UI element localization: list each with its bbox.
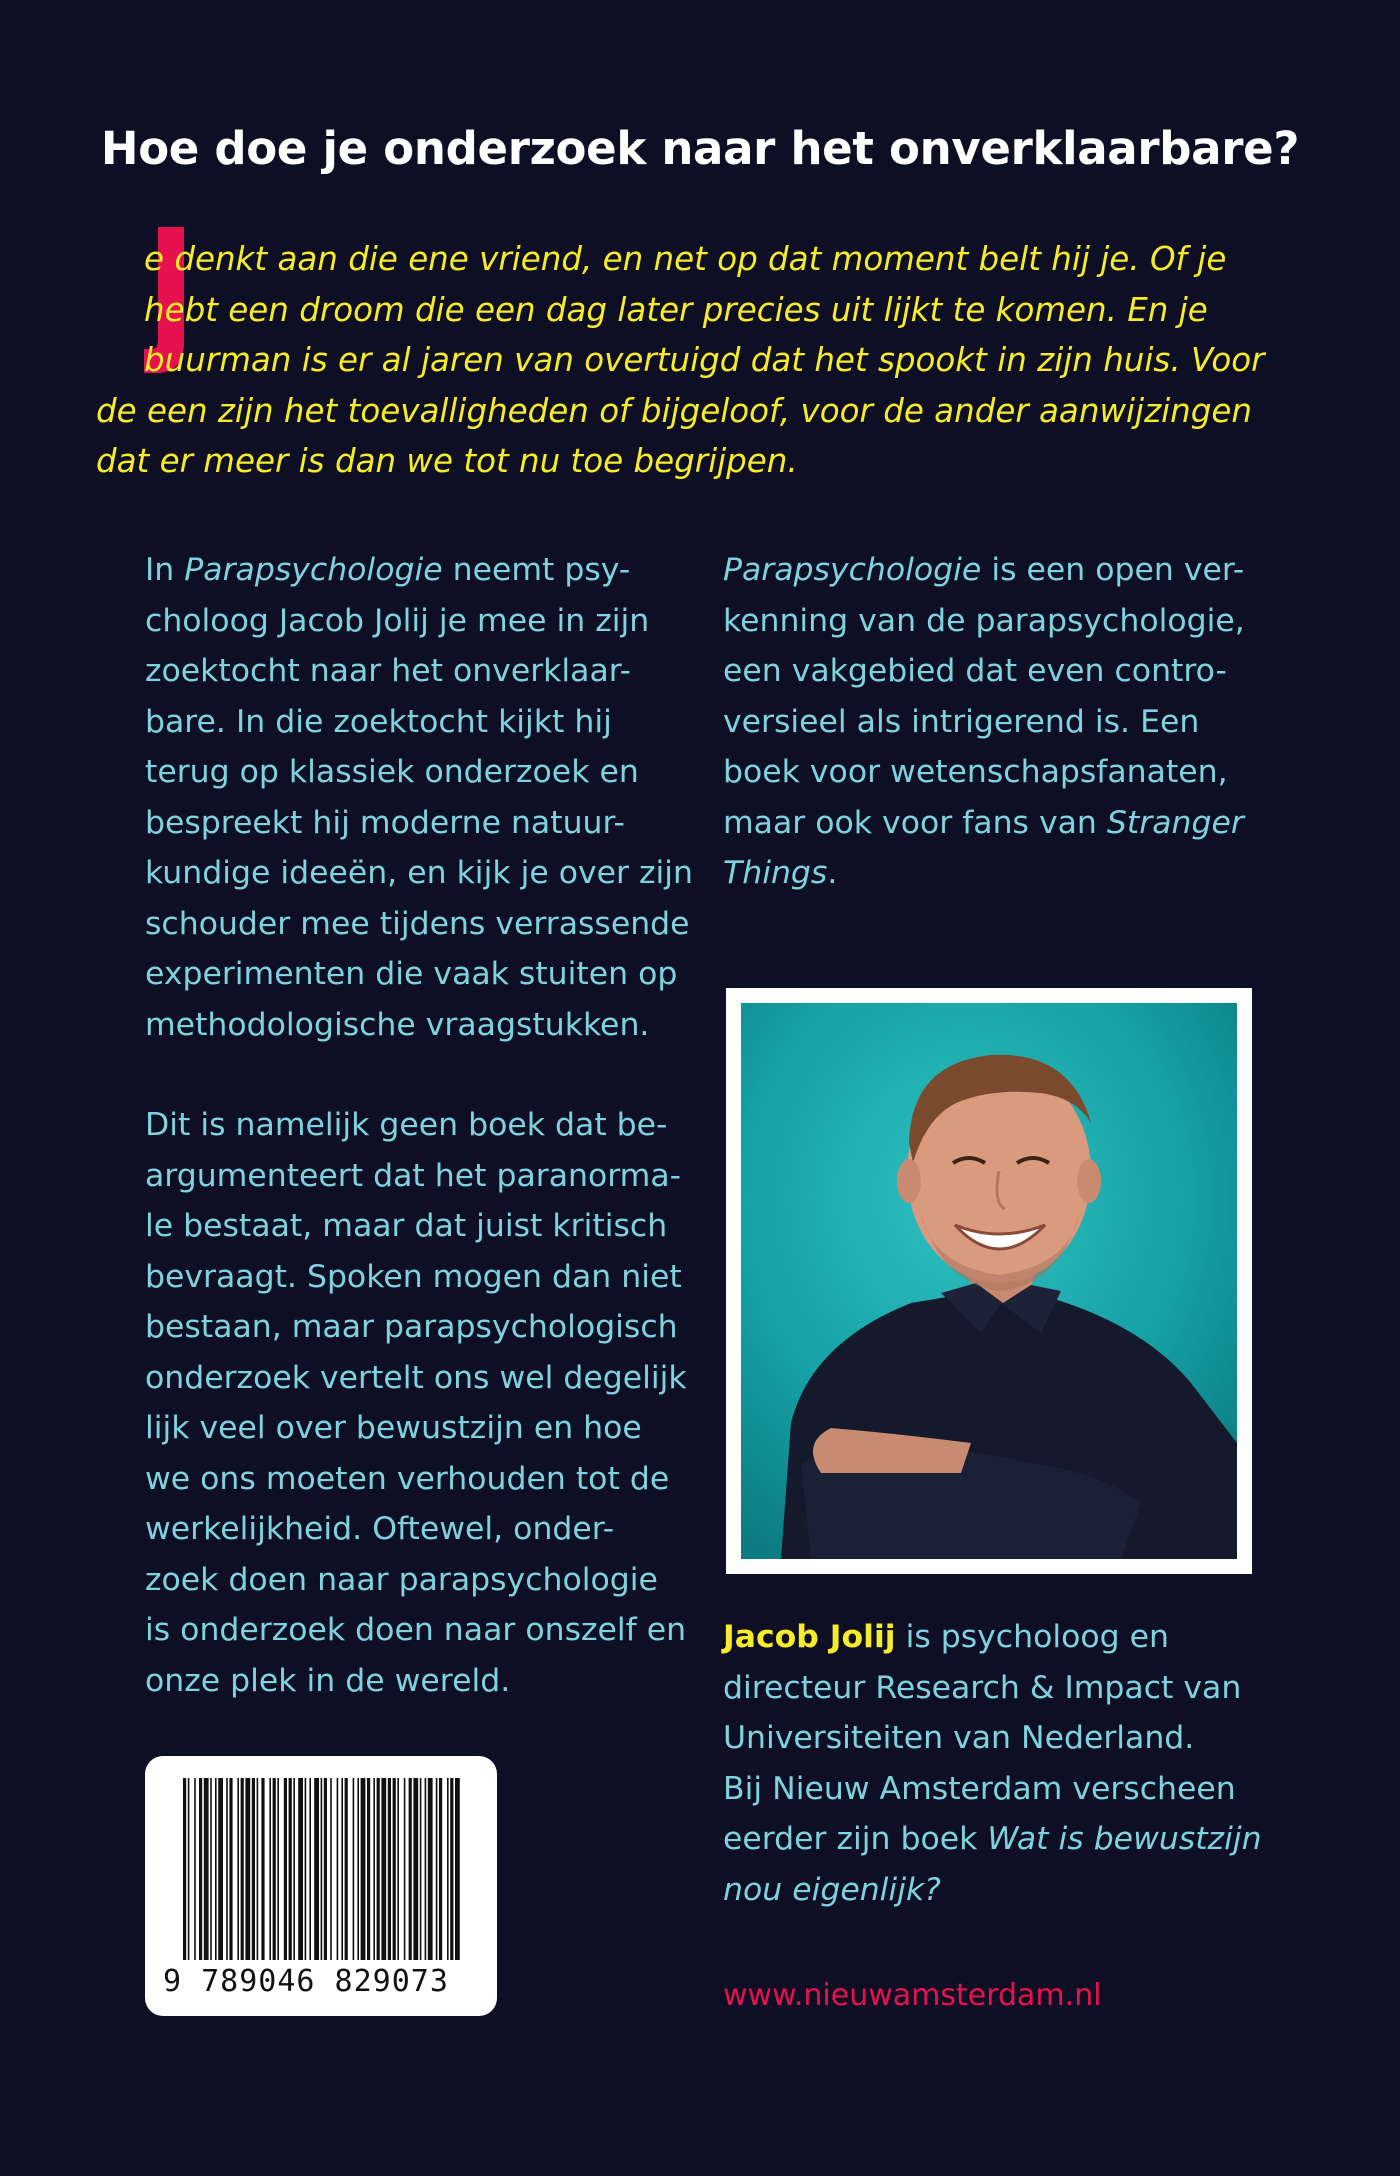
- body-line: directeur Research & Impact van: [723, 1669, 1242, 1706]
- body-line: Things.: [723, 855, 838, 891]
- body-line: zoek doen naar parapsychologie: [145, 1561, 658, 1598]
- body-line: onderzoek vertelt ons wel degelijk: [145, 1359, 687, 1396]
- body-line: experimenten die vaak stuiten op: [145, 956, 678, 992]
- body-line: methodologische vraagstukken.: [145, 1006, 650, 1043]
- body-line: schouder mee tijdens verrassende: [145, 905, 690, 942]
- body-line: Parapsychologie is een open ver-: [723, 552, 1245, 588]
- publisher-url: www.nieuwamsterdam.nl: [723, 1978, 1102, 2013]
- author-portrait-illustration: [741, 1003, 1237, 1559]
- intro-line: de een zijn het toevalligheden of bijgeloof, voor de ander aanwijzingen: [96, 391, 1252, 430]
- body-line: een vakgebied dat even contro-: [723, 653, 1227, 689]
- body-line: Dit is namelijk geen boek dat be-: [145, 1107, 668, 1143]
- intro-line: buurman is er al jaren van overtuigd dat het spookt in zijn huis. Voor: [144, 341, 1265, 379]
- right-column: [723, 545, 1283, 899]
- body-line: kenning van de parapsychologie,: [723, 602, 1245, 639]
- barcode-bars: [183, 1778, 463, 1960]
- body-line: Jacob Jolij is psycholoog en: [723, 1619, 1170, 1655]
- body-line: is onderzoek doen naar onszelf en: [145, 1612, 687, 1648]
- body-line: Bij Nieuw Amsterdam verscheen: [723, 1770, 1236, 1807]
- left-column: [145, 545, 693, 1706]
- body-line: eerder zijn boek Wat is bewustzijn: [723, 1821, 1262, 1857]
- author-bio: [723, 1612, 1283, 1915]
- body-line: choloog Jacob Jolij je mee in zijn: [145, 602, 650, 639]
- body-line: le bestaat, maar dat juist kritisch: [145, 1208, 668, 1244]
- body-line: argumenteert dat het paranorma-: [145, 1157, 682, 1194]
- headline: Hoe doe je onderzoek naar het onverklaarbare?: [100, 122, 1300, 175]
- body-line: lijk veel over bewustzijn en hoe: [145, 1410, 642, 1446]
- author-photo: [741, 1003, 1237, 1559]
- body-line: we ons moeten verhouden tot de: [145, 1460, 670, 1497]
- body-line: bespreekt hij moderne natuur-: [145, 804, 625, 841]
- body-line: bare. In die zoektocht kijkt hij: [145, 703, 612, 740]
- body-line: onze plek in de wereld.: [145, 1662, 511, 1699]
- body-line: versieel als intrigerend is. Een: [723, 703, 1200, 740]
- body-line: In Parapsychologie neemt psy-: [145, 552, 631, 588]
- body-line: bevraagt. Spoken mogen dan niet: [145, 1258, 682, 1295]
- body-line: kundige ideeën, en kijk je over zijn: [145, 855, 693, 891]
- body-line: Universiteiten van Nederland.: [723, 1720, 1195, 1756]
- intro-line: dat er meer is dan we tot nu toe begrijpen.: [96, 442, 798, 480]
- body-line: werkelijkheid. Oftewel, onder-: [145, 1511, 615, 1547]
- body-line: bestaan, maar parapsychologisch: [145, 1309, 678, 1345]
- body-line: zoektocht naar het onverklaar-: [145, 653, 632, 689]
- book-title-italic: Parapsychologie: [184, 552, 443, 588]
- book-title-italic: Parapsychologie: [723, 552, 982, 588]
- intro-line: e denkt aan die ene vriend, en net op dat moment belt hij je. Of je: [144, 240, 1227, 278]
- body-line: nou eigenlijk?: [723, 1871, 941, 1908]
- author-photo-frame: [726, 988, 1252, 1574]
- barcode: [145, 1756, 497, 2016]
- isbn-number: 9 789046 829073: [163, 1964, 449, 1999]
- body-line: boek voor wetenschapsfanaten,: [723, 754, 1228, 790]
- intro-paragraph: [96, 234, 1284, 487]
- intro-line: hebt een droom die een dag later precies uit lijkt te komen. En je: [144, 290, 1208, 329]
- body-line: maar ook voor fans van Stranger: [723, 804, 1244, 841]
- author-name: Jacob Jolij: [723, 1619, 896, 1655]
- body-line: terug op klassiek onderzoek en: [145, 754, 639, 790]
